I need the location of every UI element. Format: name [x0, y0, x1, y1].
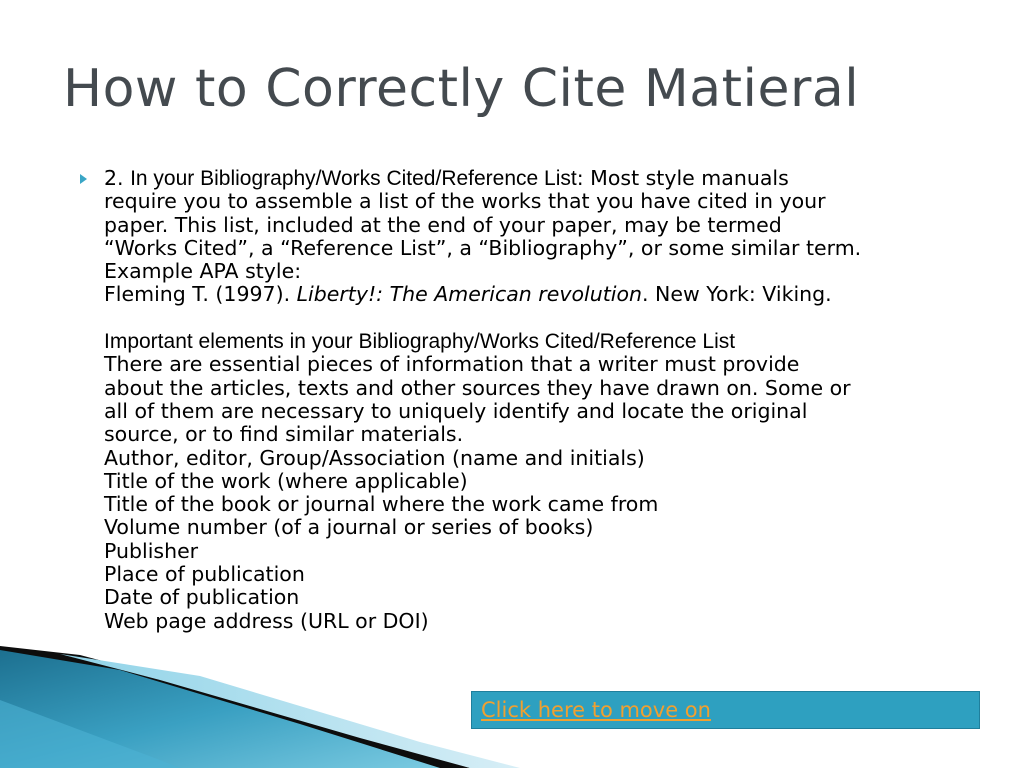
triangle-bullet-icon [80, 174, 87, 184]
slide-title: How to Correctly Cite Matieral [63, 59, 860, 119]
move-on-box[interactable] [471, 691, 980, 729]
important-elements-heading: Important elements in your Bibliography/Works Cited/Reference List [104, 330, 736, 354]
element-item: Title of the book or journal where the work came from [104, 492, 659, 517]
example-author: Fleming T. (1997). [104, 282, 297, 307]
bibliography-heading: In your Bibliography/Works Cited/Reference List [130, 167, 577, 190]
paragraph-line: about the articles, texts and other sources they have drawn on. Some or [104, 375, 851, 400]
body-line: require you to assemble a list of the works that you have cited in your [104, 189, 826, 214]
element-item: Title of the work (where applicable) [104, 468, 468, 493]
element-item: Volume number (of a journal or series of books) [104, 515, 594, 540]
element-item: Author, editor, Group/Association (name and initials) [104, 445, 645, 470]
item-number: 2. [104, 166, 131, 190]
spacer [104, 307, 964, 330]
body-line: paper. This list, included at the end of your paper, may be termed [104, 212, 782, 237]
paragraph-line: There are essential pieces of information that a writer must provide [104, 352, 800, 377]
move-on-link[interactable]: Click here to move on [481, 698, 711, 722]
body-line: Example APA style: [104, 259, 302, 284]
example-title: Liberty!: The American revolution [296, 282, 642, 307]
slide-body [104, 167, 964, 633]
paragraph-line: all of them are necessary to uniquely identify and locate the original [104, 398, 808, 423]
element-item: Publisher [104, 538, 199, 563]
heading-tail: : Most style manuals [576, 166, 789, 190]
element-item: Date of publication [104, 585, 300, 610]
body-line: “Works Cited”, a “Reference List”, a “Bibliography”, or some similar term. [104, 235, 862, 260]
example-publisher: . New York: Viking. [641, 282, 832, 307]
paragraph-line: source, or to find similar materials. [104, 422, 464, 447]
intro-line [104, 167, 964, 190]
apa-example [104, 283, 964, 306]
element-item: Web page address (URL or DOI) [104, 608, 429, 633]
element-item: Place of publication [104, 562, 305, 587]
